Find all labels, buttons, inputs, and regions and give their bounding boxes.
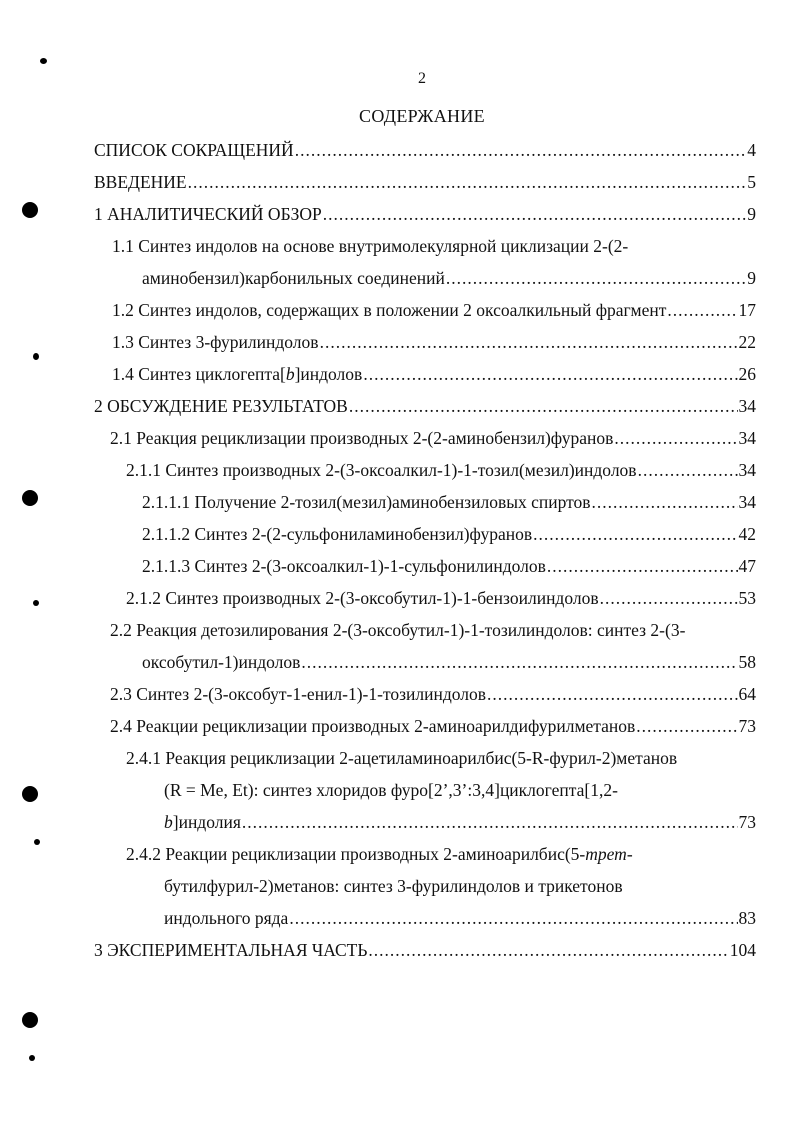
toc-entry-page: 5 bbox=[747, 172, 756, 192]
leader-dots bbox=[533, 524, 737, 544]
leader-dots bbox=[487, 684, 737, 704]
leader-dots bbox=[349, 396, 738, 416]
toc-entry-page: 17 bbox=[738, 300, 756, 320]
toc-entry[interactable] bbox=[110, 684, 756, 706]
toc-entry-page: 73 bbox=[738, 812, 756, 832]
toc-entry-page: 4 bbox=[747, 140, 756, 160]
toc-entry-text: ВВЕДЕНИЕ bbox=[94, 172, 187, 192]
toc-entry-text: 2.1.1.1 Получение 2-тозил(мезил)аминобензиловых спиртов bbox=[142, 492, 591, 512]
leader-dots bbox=[667, 300, 737, 320]
toc-entry-text: 2 ОБСУЖДЕНИЕ РЕЗУЛЬТАТОВ bbox=[94, 396, 348, 416]
toc-entry-page: 73 bbox=[738, 716, 756, 736]
toc-entry-text: 2.1.1 Синтез производных 2-(3-оксоалкил-1)-1-тозил(мезил)индолов bbox=[126, 460, 637, 480]
leader-dots bbox=[636, 716, 737, 736]
toc-entry-text-line[interactable]: (R = Me, Et): синтез хлоридов фуро[2’,3’:3,4]циклогепта[1,2- bbox=[164, 780, 618, 800]
toc-entry[interactable] bbox=[164, 812, 756, 834]
toc-entry-text-italic: трет bbox=[585, 844, 627, 864]
toc-entry-text bbox=[112, 364, 362, 384]
toc-entry-page: 9 bbox=[747, 268, 756, 288]
leader-dots bbox=[446, 268, 746, 288]
page-title: СОДЕРЖАНИЕ bbox=[359, 106, 485, 126]
leader-dots bbox=[638, 460, 738, 480]
toc-entry-text: аминобензил)карбонильных соединений bbox=[142, 268, 445, 288]
toc-entry-page: 22 bbox=[738, 332, 756, 352]
toc-entry-page: 83 bbox=[738, 908, 756, 928]
toc-entry[interactable] bbox=[110, 428, 756, 450]
toc-entry-page: 47 bbox=[738, 556, 756, 576]
toc-entry[interactable] bbox=[94, 396, 756, 418]
toc-entry[interactable] bbox=[142, 652, 756, 674]
toc-entry[interactable] bbox=[142, 492, 756, 514]
toc-entry-page: 53 bbox=[738, 588, 756, 608]
toc-entry-text: 2.1.2 Синтез производных 2-(3-оксобутил-1)-1-бензоилиндолов bbox=[126, 588, 599, 608]
toc-entry-text: СПИСОК СОКРАЩЕНИЙ bbox=[94, 140, 294, 160]
toc-entry-text-part: ]индолов bbox=[294, 364, 363, 384]
toc-entry-text-italic: b bbox=[285, 364, 295, 384]
toc-entry[interactable] bbox=[142, 268, 756, 290]
leader-dots bbox=[320, 332, 738, 352]
toc-entry-page: 104 bbox=[729, 940, 756, 960]
toc-entry-page: 42 bbox=[738, 524, 756, 544]
toc-entry-text: 1 АНАЛИТИЧЕСКИЙ ОБЗОР bbox=[94, 204, 322, 224]
toc-entry-text: 2.1 Реакция рециклизации производных 2-(2-аминобензил)фуранов bbox=[110, 428, 614, 448]
leader-dots bbox=[363, 364, 737, 384]
toc-entry-text: 2.1.1.3 Синтез 2-(3-оксоалкил-1)-1-сульфонилиндолов bbox=[142, 556, 546, 576]
toc-entry-page: 58 bbox=[738, 652, 756, 672]
toc-entry[interactable] bbox=[94, 140, 756, 162]
toc-entry-page: 9 bbox=[747, 204, 756, 224]
toc-entry-text-part: 2.4.2 Реакции рециклизации производных 2-аминоарилбис(5- bbox=[126, 844, 586, 864]
leader-dots bbox=[295, 140, 747, 160]
leader-dots bbox=[242, 812, 738, 832]
leader-dots bbox=[600, 588, 738, 608]
toc-entry-text-italic: - bbox=[626, 844, 633, 864]
toc-entry-text: 2.1.1.2 Синтез 2-(2-сульфониламинобензил)фуранов bbox=[142, 524, 533, 544]
toc-entry-text-part: 1.4 Синтез циклогепта[ bbox=[112, 364, 286, 384]
toc-entry[interactable] bbox=[112, 364, 756, 386]
toc-entry-page: 34 bbox=[738, 460, 756, 480]
toc-entry[interactable] bbox=[94, 172, 756, 194]
leader-dots bbox=[301, 652, 737, 672]
toc-entry-text bbox=[164, 812, 241, 832]
leader-dots bbox=[368, 940, 728, 960]
toc-entry-page: 26 bbox=[738, 364, 756, 384]
toc-entry-text: индольного ряда bbox=[164, 908, 289, 928]
toc-entry[interactable] bbox=[126, 588, 756, 610]
toc-entry-text: 3 ЭКСПЕРИМЕНТАЛЬНАЯ ЧАСТЬ bbox=[94, 940, 368, 960]
page-number: 2 bbox=[418, 70, 426, 87]
leader-dots bbox=[614, 428, 737, 448]
toc-entry[interactable] bbox=[112, 332, 756, 354]
toc-entry[interactable] bbox=[142, 556, 756, 578]
toc-entry-text: оксобутил-1)индолов bbox=[142, 652, 301, 672]
toc-entry-text-line[interactable] bbox=[126, 844, 633, 866]
toc-entry-text-part: ]индолия bbox=[172, 812, 241, 832]
toc-entry[interactable] bbox=[94, 940, 756, 962]
toc-entry[interactable] bbox=[112, 300, 756, 322]
leader-dots bbox=[547, 556, 738, 576]
toc-entry-text: 1.2 Синтез индолов, содержащих в положении 2 оксоалкильный фрагмент bbox=[112, 300, 667, 320]
toc-entry-text-line[interactable]: бутилфурил-2)метанов: синтез 3-фурилиндолов и трикетонов bbox=[164, 876, 623, 896]
leader-dots bbox=[188, 172, 747, 192]
leader-dots bbox=[592, 492, 738, 512]
toc-entry-text: 1.3 Синтез 3-фурилиндолов bbox=[112, 332, 319, 352]
toc-entry-page: 34 bbox=[738, 428, 756, 448]
toc-entry[interactable] bbox=[110, 716, 756, 738]
toc-entry-page: 64 bbox=[738, 684, 756, 704]
toc-entry-text-line[interactable]: 2.4.1 Реакция рециклизации 2-ацетиламиноарилбис(5-R-фурил-2)метанов bbox=[126, 748, 678, 768]
leader-dots bbox=[323, 204, 746, 224]
toc-entry-text-italic: b bbox=[164, 812, 173, 832]
toc-entry[interactable] bbox=[164, 908, 756, 930]
toc-entry[interactable] bbox=[94, 204, 756, 226]
toc-entry[interactable] bbox=[126, 460, 756, 482]
toc-entry-text-line[interactable]: 1.1 Синтез индолов на основе внутримолекулярной циклизации 2-(2- bbox=[112, 236, 629, 256]
toc-entry-page: 34 bbox=[738, 396, 756, 416]
toc-entry[interactable] bbox=[142, 524, 756, 546]
toc-entry-text: 2.4 Реакции рециклизации производных 2-аминоарилдифурилметанов bbox=[110, 716, 636, 736]
toc-entry-page: 34 bbox=[738, 492, 756, 512]
toc-entry-text: 2.3 Синтез 2-(3-оксобут-1-енил-1)-1-тозилиндолов bbox=[110, 684, 487, 704]
leader-dots bbox=[289, 908, 737, 928]
toc-entry-text-line[interactable]: 2.2 Реакция детозилирования 2-(3-оксобутил-1)-1-тозилиндолов: синтез 2-(3- bbox=[110, 620, 686, 640]
